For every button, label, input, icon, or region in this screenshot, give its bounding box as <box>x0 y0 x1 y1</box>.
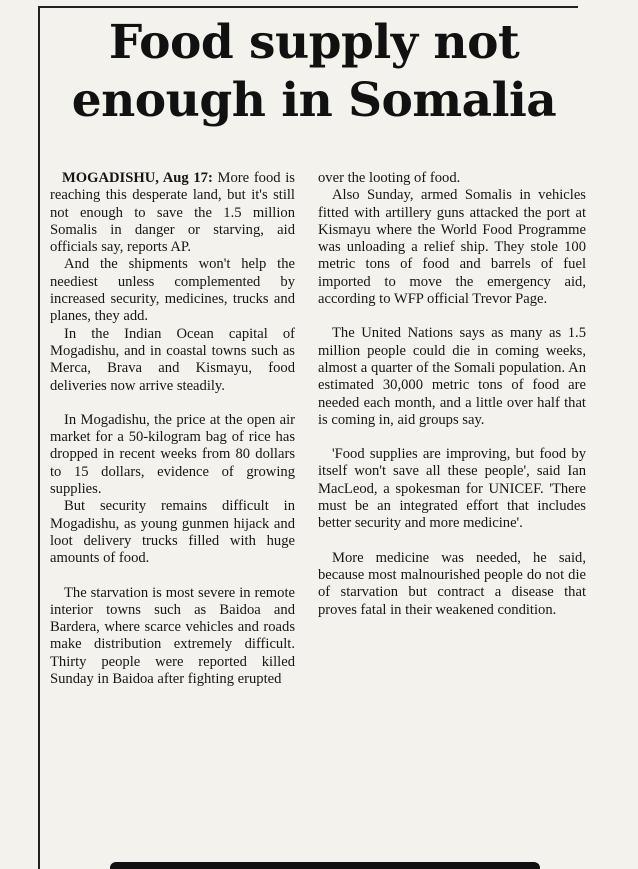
left-column-rule <box>38 6 40 869</box>
article-paragraph: More medicine was needed, he said, because most malnourished people do not die of starvation but contract a disease that proves fatal in their weakened condition. <box>318 549 586 618</box>
article-paragraph: In Mogadishu, the price at the open air market for a 50-kilogram bag of rice has dropped in recent weeks from 80 dollars to 15 dollars, evidence of growing supplies. <box>50 411 295 498</box>
headline <box>44 14 584 130</box>
article-paragraph <box>50 170 295 256</box>
article-paragraph: In the Indian Ocean capital of Mogadishu, and in coastal towns such as Merca, Brava and Kismayu, food deliveries now arrive steadily. <box>50 325 295 394</box>
article-column-left <box>50 170 295 688</box>
article-paragraph: And the shipments won't help the neediest unless complemented by increased security, medicines, trucks and planes, they add. <box>50 256 295 325</box>
article-paragraph: The starvation is most severe in remote interior towns such as Baidoa and Bardera, where scarce vehicles and roads make distribution extremely difficult. Thirty people were reported killed Sunday in Baidoa after fighting erupted <box>50 584 295 688</box>
dateline: MOGADISHU, Aug 17: <box>62 170 213 186</box>
article-paragraph: But security remains difficult in Mogadishu, as young gunmen hijack and loot delivery trucks filled with huge amounts of food. <box>50 498 295 567</box>
bottom-rule <box>110 862 540 869</box>
top-rule <box>38 6 578 8</box>
headline-line-1: Food supply not <box>108 15 520 70</box>
paragraph-text: More food is reaching this desperate land, but it's still not enough to save the 1.5 million Somalis in danger or starving, aid officials say, reports AP. <box>50 170 295 256</box>
article-column-right <box>318 170 586 619</box>
article-paragraph: The United Nations says as many as 1.5 million people could die in coming weeks, almost a quarter of the Somali population. An estimated 30,000 metric tons of food are needed each month, and a little over half that is coming in, aid groups say. <box>318 325 586 428</box>
headline-line-2: enough in Somalia <box>71 73 557 128</box>
article-paragraph: over the looting of food. <box>318 170 461 186</box>
article-paragraph: Also Sunday, armed Somalis in vehicles fitted with artillery guns attacked the port at Kismayu where the World Food Programme was unloading a relief ship. They stole 100 metric tons of food and barrels of fuel imported to move the emergency aid, according to WFP official Trevor Page. <box>318 187 586 308</box>
article-paragraph: 'Food supplies are improving, but food by itself won't save all these people', said Ian MacLeod, a spokesman for UNICEF. 'There must be an integrated effort that includes better security and more medicine'. <box>318 446 586 532</box>
